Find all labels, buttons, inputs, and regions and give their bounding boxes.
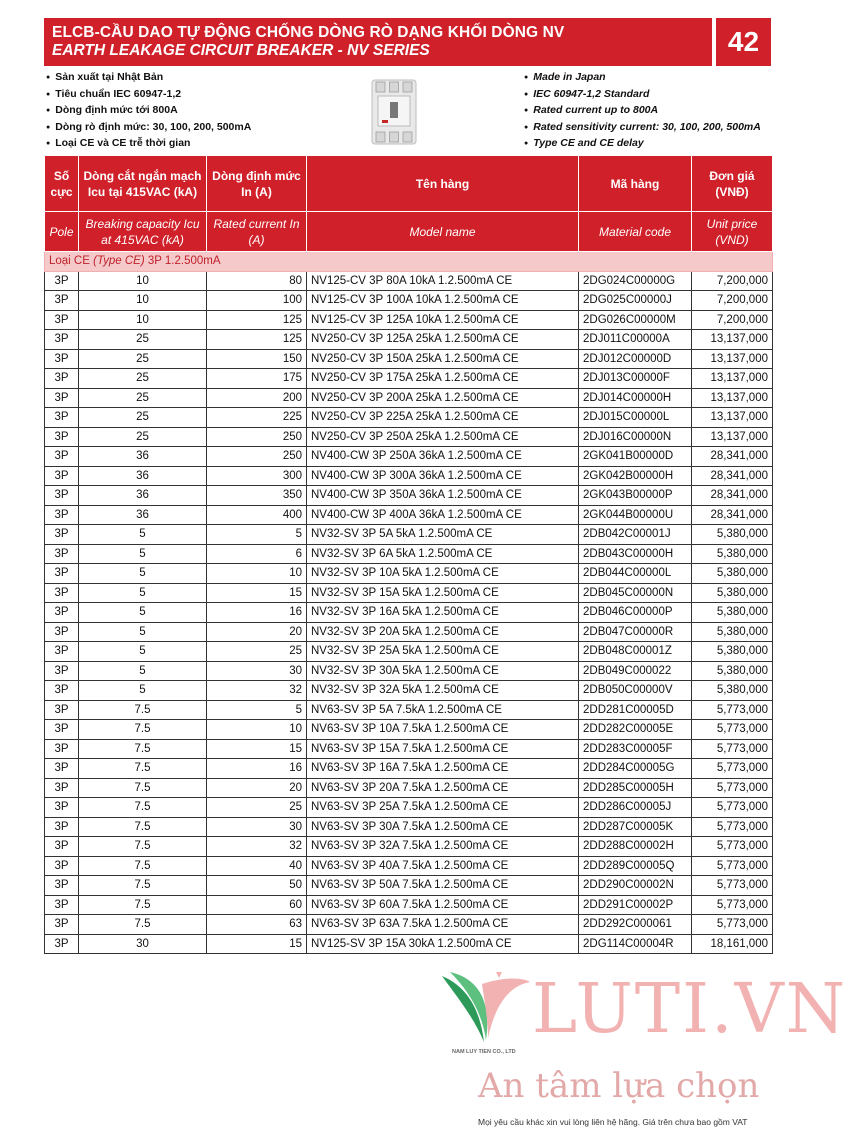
cell-breaking-capacity: 36 [79, 505, 207, 525]
table-row [45, 739, 773, 759]
cell-material-code: 2DJ016C00000N [579, 427, 692, 447]
table-row [45, 856, 773, 876]
cell-pole: 3P [45, 603, 79, 623]
cell-breaking-capacity: 7.5 [79, 778, 207, 798]
cell-rated-current: 16 [207, 759, 307, 779]
cell-breaking-capacity: 7.5 [79, 817, 207, 837]
cell-model-name: NV63-SV 3P 60A 7.5kA 1.2.500mA CE [307, 895, 579, 915]
cell-model-name: NV63-SV 3P 25A 7.5kA 1.2.500mA CE [307, 798, 579, 818]
cell-model-name: NV63-SV 3P 32A 7.5kA 1.2.500mA CE [307, 837, 579, 857]
table-row [45, 544, 773, 564]
feature-item: ● Made in Japan [524, 70, 761, 87]
cell-material-code: 2DD281C00005D [579, 700, 692, 720]
cell-model-name: NV63-SV 3P 63A 7.5kA 1.2.500mA CE [307, 915, 579, 935]
cell-breaking-capacity: 5 [79, 583, 207, 603]
cell-rated-current: 100 [207, 291, 307, 311]
cell-unit-price: 5,773,000 [692, 798, 773, 818]
cell-unit-price: 5,773,000 [692, 915, 773, 935]
cell-pole: 3P [45, 310, 79, 330]
cell-unit-price: 28,341,000 [692, 486, 773, 506]
feature-item: ● Dòng định mức tới 800A [46, 103, 251, 120]
cell-unit-price: 5,773,000 [692, 856, 773, 876]
cell-unit-price: 7,200,000 [692, 291, 773, 311]
cell-breaking-capacity: 25 [79, 408, 207, 428]
cell-breaking-capacity: 10 [79, 271, 207, 291]
cell-model-name: NV250-CV 3P 250A 25kA 1.2.500mA CE [307, 427, 579, 447]
cell-pole: 3P [45, 505, 79, 525]
cell-model-name: NV32-SV 3P 6A 5kA 1.2.500mA CE [307, 544, 579, 564]
cell-pole: 3P [45, 739, 79, 759]
brand-name: LUTI.VN [532, 970, 847, 1049]
table-row [45, 798, 773, 818]
cell-material-code: 2DG026C00000M [579, 310, 692, 330]
table-row [45, 661, 773, 681]
table-row [45, 564, 773, 584]
cell-unit-price: 5,773,000 [692, 759, 773, 779]
cell-rated-current: 350 [207, 486, 307, 506]
cell-model-name: NV400-CW 3P 250A 36kA 1.2.500mA CE [307, 447, 579, 467]
cell-breaking-capacity: 7.5 [79, 798, 207, 818]
cell-rated-current: 300 [207, 466, 307, 486]
table-row [45, 271, 773, 291]
cell-material-code: 2DJ011C00000A [579, 330, 692, 350]
table-row [45, 291, 773, 311]
cell-model-name: NV250-CV 3P 150A 25kA 1.2.500mA CE [307, 349, 579, 369]
cell-pole: 3P [45, 427, 79, 447]
cell-material-code: 2DB045C00000N [579, 583, 692, 603]
column-header-model-name: Model name [307, 212, 579, 252]
cell-model-name: NV32-SV 3P 20A 5kA 1.2.500mA CE [307, 622, 579, 642]
cell-breaking-capacity: 30 [79, 934, 207, 954]
cell-material-code: 2DD287C00005K [579, 817, 692, 837]
cell-breaking-capacity: 5 [79, 642, 207, 662]
cell-model-name: NV32-SV 3P 5A 5kA 1.2.500mA CE [307, 525, 579, 545]
table-row [45, 466, 773, 486]
section-type: (Type CE) [93, 255, 145, 268]
section-prefix: Loại CE [49, 255, 94, 268]
cell-rated-current: 15 [207, 934, 307, 954]
cell-rated-current: 20 [207, 778, 307, 798]
cell-breaking-capacity: 5 [79, 661, 207, 681]
column-header-rated-current: Dòng định mức In (A) [207, 156, 307, 212]
cell-unit-price: 28,341,000 [692, 466, 773, 486]
column-header-material-code: Mã hàng [579, 156, 692, 212]
feature-list-english [524, 70, 761, 153]
cell-rated-current: 30 [207, 661, 307, 681]
page-number: 42 [716, 18, 771, 66]
cell-unit-price: 5,773,000 [692, 837, 773, 857]
cell-model-name: NV32-SV 3P 32A 5kA 1.2.500mA CE [307, 681, 579, 701]
cell-model-name: NV125-CV 3P 80A 10kA 1.2.500mA CE [307, 271, 579, 291]
table-row [45, 837, 773, 857]
cell-breaking-capacity: 25 [79, 388, 207, 408]
cell-pole: 3P [45, 895, 79, 915]
feature-item: ● IEC 60947-1,2 Standard [524, 87, 761, 104]
cell-rated-current: 400 [207, 505, 307, 525]
cell-breaking-capacity: 5 [79, 544, 207, 564]
cell-material-code: 2DD290C00002N [579, 876, 692, 896]
cell-pole: 3P [45, 544, 79, 564]
cell-unit-price: 13,137,000 [692, 388, 773, 408]
section-row [45, 252, 773, 272]
cell-rated-current: 30 [207, 817, 307, 837]
table-row [45, 934, 773, 954]
cell-pole: 3P [45, 798, 79, 818]
section-label [45, 252, 773, 272]
cell-pole: 3P [45, 486, 79, 506]
table-row [45, 915, 773, 935]
cell-rated-current: 60 [207, 895, 307, 915]
cell-breaking-capacity: 36 [79, 486, 207, 506]
cell-model-name: NV63-SV 3P 15A 7.5kA 1.2.500mA CE [307, 739, 579, 759]
cell-breaking-capacity: 7.5 [79, 856, 207, 876]
cell-rated-current: 5 [207, 525, 307, 545]
header-row-vietnamese [45, 156, 773, 212]
cell-rated-current: 10 [207, 564, 307, 584]
cell-material-code: 2DD288C00002H [579, 837, 692, 857]
column-header-material-code: Material code [579, 212, 692, 252]
cell-rated-current: 40 [207, 856, 307, 876]
cell-pole: 3P [45, 408, 79, 428]
cell-breaking-capacity: 10 [79, 291, 207, 311]
cell-breaking-capacity: 5 [79, 603, 207, 623]
cell-unit-price: 5,380,000 [692, 642, 773, 662]
cell-model-name: NV32-SV 3P 10A 5kA 1.2.500mA CE [307, 564, 579, 584]
feature-list-vietnamese [46, 70, 251, 153]
cell-material-code: 2DD282C00005E [579, 720, 692, 740]
cell-material-code: 2DD291C00002P [579, 895, 692, 915]
cell-pole: 3P [45, 837, 79, 857]
cell-material-code: 2DB048C00001Z [579, 642, 692, 662]
cell-pole: 3P [45, 330, 79, 350]
cell-breaking-capacity: 5 [79, 525, 207, 545]
cell-unit-price: 5,380,000 [692, 603, 773, 623]
cell-model-name: NV400-CW 3P 300A 36kA 1.2.500mA CE [307, 466, 579, 486]
luti-logo [436, 968, 847, 1058]
cell-pole: 3P [45, 856, 79, 876]
table-row [45, 310, 773, 330]
cell-breaking-capacity: 10 [79, 310, 207, 330]
cell-breaking-capacity: 7.5 [79, 720, 207, 740]
cell-unit-price: 5,773,000 [692, 739, 773, 759]
cell-breaking-capacity: 25 [79, 427, 207, 447]
cell-pole: 3P [45, 564, 79, 584]
cell-material-code: 2DG114C00004R [579, 934, 692, 954]
table-row [45, 622, 773, 642]
cell-pole: 3P [45, 388, 79, 408]
column-header-unit-price: Đơn giá (VNĐ) [692, 156, 773, 212]
cell-material-code: 2DB049C000022 [579, 661, 692, 681]
cell-rated-current: 225 [207, 408, 307, 428]
cell-rated-current: 5 [207, 700, 307, 720]
cell-model-name: NV32-SV 3P 15A 5kA 1.2.500mA CE [307, 583, 579, 603]
cell-breaking-capacity: 36 [79, 447, 207, 467]
feature-item: ● Rated sensitivity current: 30, 100, 200, 500mA [524, 120, 761, 137]
cell-material-code: 2DB044C00000L [579, 564, 692, 584]
cell-breaking-capacity: 5 [79, 564, 207, 584]
cell-unit-price: 13,137,000 [692, 369, 773, 389]
title-english: EARTH LEAKAGE CIRCUIT BREAKER - NV SERIES [52, 42, 430, 59]
cell-material-code: 2GK041B00000D [579, 447, 692, 467]
cell-rated-current: 20 [207, 622, 307, 642]
cell-model-name: NV250-CV 3P 225A 25kA 1.2.500mA CE [307, 408, 579, 428]
cell-material-code: 2DD289C00005Q [579, 856, 692, 876]
cell-rated-current: 32 [207, 681, 307, 701]
cell-model-name: NV400-CW 3P 400A 36kA 1.2.500mA CE [307, 505, 579, 525]
cell-material-code: 2DD283C00005F [579, 739, 692, 759]
table-row [45, 700, 773, 720]
cell-pole: 3P [45, 349, 79, 369]
feature-item: ● Type CE and CE delay [524, 136, 761, 153]
table-row [45, 895, 773, 915]
cell-rated-current: 32 [207, 837, 307, 857]
cell-unit-price: 5,773,000 [692, 876, 773, 896]
cell-unit-price: 5,380,000 [692, 544, 773, 564]
cell-pole: 3P [45, 661, 79, 681]
footer-note: Mọi yêu cầu khác xin vui lòng liên hệ hãng. Giá trên chưa bao gồm VAT [478, 1117, 748, 1127]
table-row [45, 603, 773, 623]
cell-model-name: NV250-CV 3P 175A 25kA 1.2.500mA CE [307, 369, 579, 389]
table-row [45, 505, 773, 525]
cell-rated-current: 63 [207, 915, 307, 935]
cell-pole: 3P [45, 642, 79, 662]
column-header-breaking-capacity: Dòng cắt ngắn mạch Icu tại 415VAC (kA) [79, 156, 207, 212]
table-row [45, 583, 773, 603]
table-row [45, 369, 773, 389]
cell-unit-price: 5,380,000 [692, 681, 773, 701]
table-row [45, 486, 773, 506]
cell-unit-price: 7,200,000 [692, 271, 773, 291]
cell-breaking-capacity: 5 [79, 622, 207, 642]
cell-model-name: NV63-SV 3P 5A 7.5kA 1.2.500mA CE [307, 700, 579, 720]
table-row [45, 388, 773, 408]
cell-pole: 3P [45, 271, 79, 291]
cell-breaking-capacity: 5 [79, 681, 207, 701]
cell-model-name: NV250-CV 3P 200A 25kA 1.2.500mA CE [307, 388, 579, 408]
cell-pole: 3P [45, 915, 79, 935]
cell-rated-current: 175 [207, 369, 307, 389]
table-row [45, 778, 773, 798]
breaker-product-image [368, 78, 420, 146]
cell-material-code: 2DD286C00005J [579, 798, 692, 818]
leaf-logo-icon [436, 968, 532, 1048]
cell-unit-price: 13,137,000 [692, 408, 773, 428]
cell-model-name: NV125-CV 3P 100A 10kA 1.2.500mA CE [307, 291, 579, 311]
table-row [45, 408, 773, 428]
cell-model-name: NV63-SV 3P 50A 7.5kA 1.2.500mA CE [307, 876, 579, 896]
cell-material-code: 2DB042C00001J [579, 525, 692, 545]
cell-breaking-capacity: 7.5 [79, 915, 207, 935]
cell-rated-current: 80 [207, 271, 307, 291]
table-row [45, 876, 773, 896]
cell-breaking-capacity: 7.5 [79, 739, 207, 759]
cell-pole: 3P [45, 447, 79, 467]
table-row [45, 447, 773, 467]
cell-rated-current: 25 [207, 798, 307, 818]
column-header-pole: Pole [45, 212, 79, 252]
cell-model-name: NV32-SV 3P 16A 5kA 1.2.500mA CE [307, 603, 579, 623]
table-row [45, 349, 773, 369]
cell-breaking-capacity: 7.5 [79, 837, 207, 857]
cell-material-code: 2DJ013C00000F [579, 369, 692, 389]
cell-breaking-capacity: 25 [79, 330, 207, 350]
cell-pole: 3P [45, 817, 79, 837]
cell-breaking-capacity: 7.5 [79, 700, 207, 720]
cell-unit-price: 13,137,000 [692, 330, 773, 350]
cell-rated-current: 15 [207, 583, 307, 603]
feature-item: ● Sản xuất tại Nhật Bản [46, 70, 251, 87]
cell-material-code: 2GK042B00000H [579, 466, 692, 486]
cell-unit-price: 7,200,000 [692, 310, 773, 330]
cell-model-name: NV63-SV 3P 16A 7.5kA 1.2.500mA CE [307, 759, 579, 779]
cell-rated-current: 16 [207, 603, 307, 623]
cell-material-code: 2DB047C00000R [579, 622, 692, 642]
cell-rated-current: 6 [207, 544, 307, 564]
cell-breaking-capacity: 36 [79, 466, 207, 486]
cell-material-code: 2DB043C00000H [579, 544, 692, 564]
cell-pole: 3P [45, 622, 79, 642]
title-vietnamese: ELCB-CẦU DAO TỰ ĐỘNG CHỐNG DÒNG RÒ DẠNG KHỐI DÒNG NV [52, 24, 565, 41]
cell-breaking-capacity: 25 [79, 349, 207, 369]
cell-material-code: 2DB050C00000V [579, 681, 692, 701]
cell-model-name: NV400-CW 3P 350A 36kA 1.2.500mA CE [307, 486, 579, 506]
cell-unit-price: 13,137,000 [692, 349, 773, 369]
cell-model-name: NV32-SV 3P 30A 5kA 1.2.500mA CE [307, 661, 579, 681]
table-row [45, 759, 773, 779]
cell-pole: 3P [45, 700, 79, 720]
cell-model-name: NV125-SV 3P 15A 30kA 1.2.500mA CE [307, 934, 579, 954]
cell-rated-current: 50 [207, 876, 307, 896]
cell-pole: 3P [45, 466, 79, 486]
cell-model-name: NV63-SV 3P 40A 7.5kA 1.2.500mA CE [307, 856, 579, 876]
cell-unit-price: 5,773,000 [692, 778, 773, 798]
cell-unit-price: 28,341,000 [692, 447, 773, 467]
feature-item: ● Rated current up to 800A [524, 103, 761, 120]
cell-material-code: 2DG025C00000J [579, 291, 692, 311]
cell-pole: 3P [45, 583, 79, 603]
cell-model-name: NV63-SV 3P 10A 7.5kA 1.2.500mA CE [307, 720, 579, 740]
cell-unit-price: 5,380,000 [692, 525, 773, 545]
cell-breaking-capacity: 7.5 [79, 895, 207, 915]
feature-item: ● Dòng rò định mức: 30, 100, 200, 500mA [46, 120, 251, 137]
cell-unit-price: 5,380,000 [692, 622, 773, 642]
cell-material-code: 2DG024C00000G [579, 271, 692, 291]
cell-pole: 3P [45, 291, 79, 311]
cell-pole: 3P [45, 720, 79, 740]
cell-material-code: 2DD285C00005H [579, 778, 692, 798]
cell-model-name: NV250-CV 3P 125A 25kA 1.2.500mA CE [307, 330, 579, 350]
cell-unit-price: 5,380,000 [692, 583, 773, 603]
cell-unit-price: 13,137,000 [692, 427, 773, 447]
cell-pole: 3P [45, 525, 79, 545]
cell-model-name: NV32-SV 3P 25A 5kA 1.2.500mA CE [307, 642, 579, 662]
cell-material-code: 2DD292C000061 [579, 915, 692, 935]
cell-material-code: 2DB046C00000P [579, 603, 692, 623]
cell-rated-current: 125 [207, 310, 307, 330]
cell-rated-current: 200 [207, 388, 307, 408]
cell-material-code: 2DJ012C00000D [579, 349, 692, 369]
column-header-breaking-capacity: Breaking capacity Icu at 415VAC (kA) [79, 212, 207, 252]
cell-rated-current: 250 [207, 427, 307, 447]
feature-item: ● Tiêu chuẩn IEC 60947-1,2 [46, 87, 251, 104]
cell-material-code: 2DJ015C00000L [579, 408, 692, 428]
cell-pole: 3P [45, 681, 79, 701]
cell-pole: 3P [45, 778, 79, 798]
table-row [45, 525, 773, 545]
header-row-english [45, 212, 773, 252]
cell-breaking-capacity: 7.5 [79, 759, 207, 779]
cell-unit-price: 5,773,000 [692, 817, 773, 837]
column-header-rated-current: Rated current In (A) [207, 212, 307, 252]
table-row [45, 720, 773, 740]
cell-breaking-capacity: 7.5 [79, 876, 207, 896]
cell-unit-price: 5,773,000 [692, 720, 773, 740]
cell-rated-current: 15 [207, 739, 307, 759]
cell-unit-price: 5,773,000 [692, 895, 773, 915]
cell-breaking-capacity: 25 [79, 369, 207, 389]
cell-rated-current: 150 [207, 349, 307, 369]
cell-unit-price: 5,380,000 [692, 564, 773, 584]
cell-material-code: 2GK043B00000P [579, 486, 692, 506]
table-row [45, 817, 773, 837]
cell-unit-price: 28,341,000 [692, 505, 773, 525]
price-table [44, 155, 773, 954]
cell-rated-current: 25 [207, 642, 307, 662]
cell-rated-current: 250 [207, 447, 307, 467]
company-name: NAM LUY TIEN CO., LTD [452, 1049, 516, 1055]
cell-material-code: 2GK044B00000U [579, 505, 692, 525]
cell-pole: 3P [45, 934, 79, 954]
cell-unit-price: 5,380,000 [692, 661, 773, 681]
cell-rated-current: 10 [207, 720, 307, 740]
column-header-model-name: Tên hàng [307, 156, 579, 212]
table-row [45, 330, 773, 350]
table-row [45, 427, 773, 447]
cell-rated-current: 125 [207, 330, 307, 350]
cell-model-name: NV63-SV 3P 20A 7.5kA 1.2.500mA CE [307, 778, 579, 798]
cell-unit-price: 5,773,000 [692, 700, 773, 720]
section-suffix: 3P 1.2.500mA [144, 255, 221, 268]
slogan: An tâm lựa chọn [478, 1066, 760, 1106]
column-header-unit-price: Unit price (VND) [692, 212, 773, 252]
cell-unit-price: 18,161,000 [692, 934, 773, 954]
table-row [45, 642, 773, 662]
cell-pole: 3P [45, 369, 79, 389]
cell-pole: 3P [45, 759, 79, 779]
cell-pole: 3P [45, 876, 79, 896]
cell-model-name: NV63-SV 3P 30A 7.5kA 1.2.500mA CE [307, 817, 579, 837]
title-banner [44, 18, 712, 66]
table-row [45, 681, 773, 701]
cell-model-name: NV125-CV 3P 125A 10kA 1.2.500mA CE [307, 310, 579, 330]
cell-material-code: 2DD284C00005G [579, 759, 692, 779]
cell-material-code: 2DJ014C00000H [579, 388, 692, 408]
column-header-pole: Số cực [45, 156, 79, 212]
feature-item: ● Loại CE và CE trễ thời gian [46, 136, 251, 153]
